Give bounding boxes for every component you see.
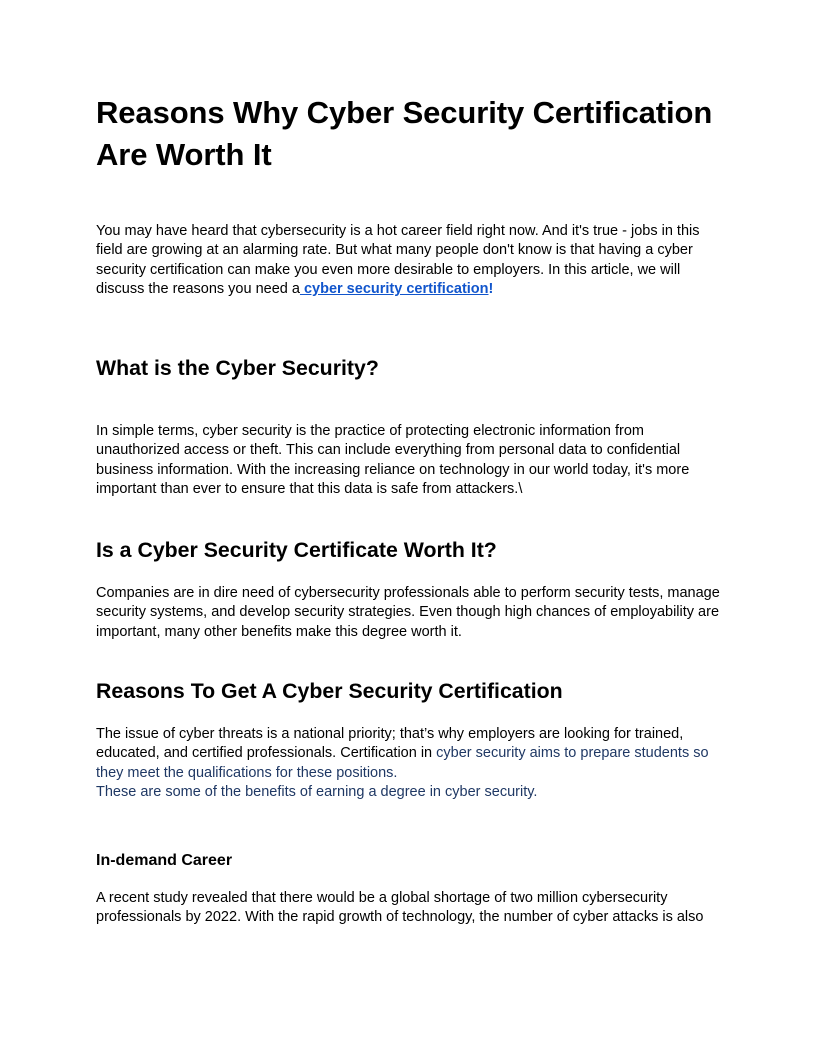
intro-exclamation: ! <box>488 281 494 298</box>
section-body-reasons <box>96 725 720 803</box>
subsection-heading-in-demand: In-demand Career <box>96 852 233 869</box>
intro-text: You may have heard that cybersecurity is a hot career field right now. And it's true - jobs in this field are growing at an alarming rate. But what many people don't know is that having a cyber security certification can make you even more desirable to employers. In this article, we will discuss the reasons you need a <box>96 223 700 298</box>
section-body-worth-it: Companies are in dire need of cybersecurity professionals able to perform security tests, manage security systems, and develop security strategies. Even though high chances of employability are important, many other benefits make this degree worth it. <box>96 585 720 640</box>
page-title: Reasons Why Cyber Security Certification Are Worth It <box>96 95 713 172</box>
section-heading-worth-it: Is a Cyber Security Certificate Worth It? <box>96 538 497 562</box>
section-heading-what-is: What is the Cyber Security? <box>96 356 379 380</box>
reasons-highlight-text: cyber security aims to prepare students so they meet the qualifications for these positions. <box>96 745 709 781</box>
section-heading-reasons: Reasons To Get A Cyber Security Certification <box>96 679 563 703</box>
section-body-what-is: In simple terms, cyber security is the practice of protecting electronic information from unauthorized access or theft. This can include everything from personal data to confidential business information. With the increasing reliance on technology in our world today, it's more important than ever to ensure that this data is safe from attackers.\ <box>96 423 690 498</box>
benefits-line: These are some of the benefits of earning a degree in cyber security. <box>96 784 538 801</box>
reasons-text: The issue of cyber threats is a national priority; that’s why employers are looking for trained, educated, and certified professionals. Certification in <box>96 726 684 762</box>
certification-link[interactable]: cyber security certification <box>299 281 489 298</box>
subsection-body-in-demand: A recent study revealed that there would be a global shortage of two million cybersecurity professionals by 2022. With the rapid growth of technology, the number of cyber attacks is also <box>96 890 704 926</box>
intro-paragraph <box>96 222 720 300</box>
